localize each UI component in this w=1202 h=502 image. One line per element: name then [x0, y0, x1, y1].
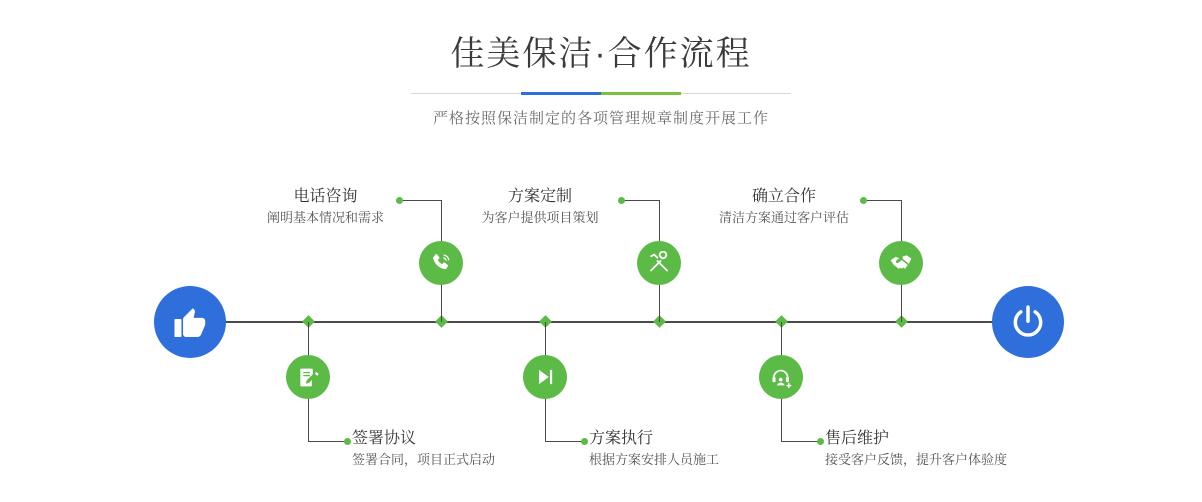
step-3-desc: 为客户提供项目策划: [481, 210, 599, 225]
title-divider: [411, 92, 791, 95]
timeline-end-node: [992, 286, 1064, 358]
tools-icon: [647, 251, 671, 275]
step-4-desc: 根据方案安排人员施工: [589, 452, 720, 467]
connector-line-step-5-h: [864, 200, 901, 201]
connector-line-step-3-h: [622, 200, 659, 201]
step-2-desc: 签署合同，项目正式启动: [352, 452, 496, 467]
step-6-name: 售后维护: [825, 430, 890, 447]
phone-call-icon: [429, 251, 453, 275]
divider-blue-segment: [521, 92, 601, 95]
play-next-icon: [534, 366, 556, 388]
connector-endpoint-step-4: [581, 438, 588, 445]
step-2-label: [352, 428, 542, 470]
divider-green-segment: [601, 92, 681, 95]
step-2-name: 签署协议: [352, 430, 417, 447]
connector-line-step-6-h: [781, 441, 818, 442]
connector-line-step-2-h: [308, 441, 345, 442]
connector-line-step-1-h: [400, 200, 441, 201]
handshake-icon: [888, 250, 914, 276]
step-3-icon-badge: [637, 241, 681, 285]
diagram-header: [0, 30, 1202, 128]
document-edit-icon: [297, 366, 320, 389]
step-6-label: [825, 428, 1065, 470]
step-5-desc: 清洁方案通过客户评估: [718, 210, 849, 225]
power-icon: [1009, 303, 1047, 341]
timeline-start-node: [154, 286, 226, 358]
headset-support-icon: [770, 366, 793, 389]
step-5-label: [708, 186, 860, 228]
step-2-icon-badge: [286, 355, 330, 399]
page-title: 佳美保洁·合作流程: [450, 35, 752, 73]
page-subtitle: 严格按照保洁制定的各项管理规章制度开展工作: [432, 110, 769, 127]
connector-endpoint-step-6: [817, 438, 824, 445]
step-4-name: 方案执行: [589, 430, 654, 447]
step-1-label: [253, 186, 398, 228]
step-1-icon-badge: [419, 241, 463, 285]
step-3-label: [462, 186, 618, 228]
step-1-desc: 阐明基本情况和需求: [266, 210, 384, 225]
connector-endpoint-step-3: [618, 197, 625, 204]
thumbs-up-icon: [171, 303, 209, 341]
step-5-icon-badge: [879, 241, 923, 285]
connector-endpoint-step-5: [860, 197, 867, 204]
step-1-name: 电话咨询: [293, 188, 358, 205]
step-6-icon-badge: [759, 355, 803, 399]
step-6-desc: 接受客户反馈，提升客户体验度: [825, 452, 1008, 467]
step-3-name: 方案定制: [507, 188, 572, 205]
step-4-icon-badge: [523, 355, 567, 399]
step-5-name: 确立合作: [751, 188, 816, 205]
step-4-label: [589, 428, 789, 470]
connector-endpoint-step-2: [344, 438, 351, 445]
connector-line-step-4-h: [545, 441, 582, 442]
